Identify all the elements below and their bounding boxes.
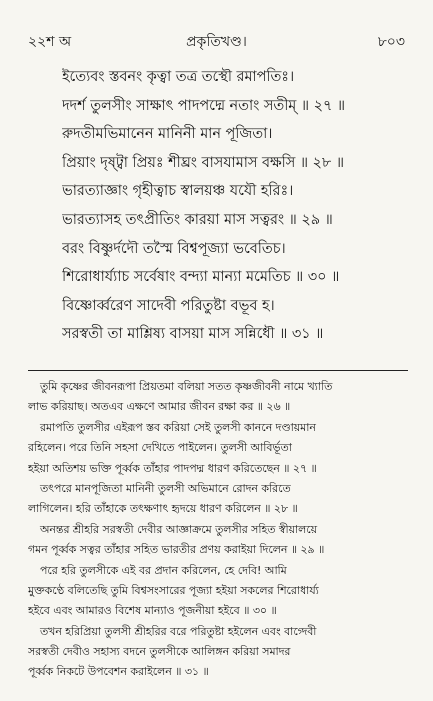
commentary-line: অনন্তর শ্রীহরি সরস্বতী দেবীর আজ্ঞাক্রমে তুলসীর সহিত স্বীয়ালয়ে: [40, 522, 318, 536]
verse-line: প্রিয়াং দৃষ্ট্বা প্রিয়ঃ শীঘ্রং বাসযামাস বক্ষসি ॥ ২৮ ॥: [62, 154, 344, 171]
commentary-line: মুক্তকণ্ঠে বলিতেছি তুমি বিশ্বসংসারের পূজ্যা হইয়া সকলের শিরোধার্য্য: [28, 583, 319, 597]
section-divider: [28, 370, 408, 371]
commentary-line: তৎপরে মানপূজিতা মানিনী তুলসী অভিমানে রোদন করিতে: [40, 481, 291, 495]
page-title: প্রকৃতিখণ্ড।: [186, 34, 247, 50]
commentary-line: তখন হরিপ্রিয়া তুলসী শ্রীহরির বরে পরিতুষ্টা হইলেন এবং বাগ্দেবী: [40, 624, 317, 638]
sanskrit-verses: [62, 63, 407, 349]
commentary-line: রহিলেন। পরে তিনি সহসা দেখিতে পাইলেন। তুলসী আবির্ভূতা: [28, 441, 292, 455]
bengali-commentary: [28, 377, 412, 683]
chapter-label: ২২শ অ: [28, 34, 72, 50]
verse-line: রুদতীমভিমানেন মানিনী মান পূজিতা।: [62, 126, 273, 143]
verse-line: শিরোধার্য্যাচ সর্বেষাং বন্দ্যা মান্যা মমেতিচ ॥ ৩০ ॥: [62, 269, 340, 286]
verse-line: বরং বিষ্ণুর্দদৌ তস্মৈ বিশ্বপূজ্যা ভবেতিচ।: [62, 240, 286, 257]
commentary-line: গমন পূর্ব্বক সত্বর তাঁহার সহিত ভারতীর প্রণয় করাইয়া দিলেন ॥ ২৯ ॥: [28, 543, 325, 557]
verse-line: ভারত্যাসহ তৎপ্রীতিং কারয়া মাস সত্বরং ॥ ২৯ ॥: [62, 211, 333, 228]
verse-line: বিষ্ণোর্ব্বরেণ সাদেবী পরিতুষ্টা বভূব হ।: [62, 297, 275, 314]
commentary-line: পরে হরি তুলসীকে এই বর প্রদান করিলেন, হে দেবি! আমি: [40, 563, 287, 577]
commentary-line: হইবে এবং আমারও বিশেষ মান্যাও পূজনীয়া হইবে ॥ ৩০ ॥: [28, 604, 277, 618]
commentary-line: হইয়া অতিশয় ভক্তি পূর্ব্বক তাঁহার পাদপদ্ম ধারণ করিতেছেন ॥ ২৭ ॥: [28, 461, 317, 475]
verse-line: দদর্শ তুলসীং সাক্ষাৎ পাদপদ্মে নতাং সতীম্‌ ॥ ২৭ ॥: [62, 97, 346, 114]
verse-line: ভারত্যাজ্ঞাং গৃহীত্বাচ স্বালয়ঞ্চ যযৌ হরিঃ।: [62, 183, 294, 200]
verse-line: ইত্যেবং স্তবনং কৃত্বা তত্র তস্থৌ রমাপতিঃ।: [62, 69, 295, 85]
commentary-line: লাগিলেন। হরি তাঁহাকে তৎক্ষণাৎ হৃদয়ে ধারণ করিলেন ॥ ২৮ ॥: [28, 502, 298, 516]
commentary-line: রমাপতি তুলসীর এইরূপ স্তব করিয়া সেই তুলসী কাননে দণ্ডায়মান: [40, 420, 316, 434]
commentary-line: লাভ করিয়াছ। অতএব এক্ষণে আমার জীবন রক্ষা কর ॥ ২৬ ॥: [28, 400, 291, 414]
commentary-line: পূর্ব্বক নিকটে উপবেশন করাইলেন ॥ ৩১ ॥: [28, 665, 209, 679]
verse-line: সরস্বতী তা মাশ্লিষ্য বাসয়া মাস সন্নিধৌ ॥ ৩১ ॥: [62, 326, 324, 343]
commentary-line: তুমি কৃষ্ণের জীবনরূপা প্রিয়তমা বলিয়া সতত কৃষ্ণজীবনী নামে খ্যাতি: [40, 380, 333, 393]
page-header: [28, 30, 405, 52]
page-number: ৮০৩: [377, 34, 405, 50]
commentary-line: সরস্বতী দেবীও সহাস্য বদনে তুলসীকে আলিঙ্গন করিয়া সমাদর: [28, 645, 291, 659]
